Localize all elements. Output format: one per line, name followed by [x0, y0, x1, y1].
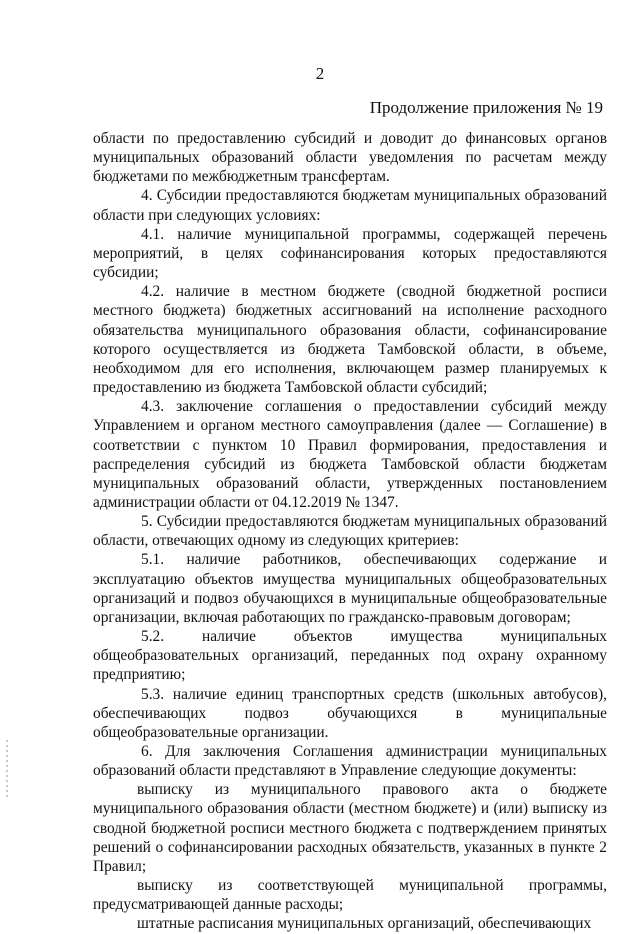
paragraph-section-5: 5. Субсидии предоставляются бюджетам муниципальных образований области, отвечающих одному из следующих критериев:	[93, 513, 607, 550]
page-number: 2	[315, 64, 325, 83]
paragraph-section-6: 6. Для заключения Соглашения администрации муниципальных образований области представляют в Управление следующие документы:	[93, 743, 607, 780]
paragraph-item-4-2: 4.2. наличие в местном бюджете (сводной бюджетной росписи местного бюджета) бюджетных ассигнований на исполнение расходного обязательства муниципального образования области, софинансирование которого осуществляется из бюджета Тамбовской области, в объеме, необходимом для его исполнения, включающем размер планируемых к предоставлению из бюджета Тамбовской области субсидий;	[93, 283, 607, 397]
paragraph-item-5-2: 5.2. наличие объектов имущества муниципальных общеобразовательных организаций, переданных под охрану охранному предприятию;	[93, 628, 607, 684]
document-body	[93, 129, 607, 934]
paragraph-item-4-1: 4.1. наличие муниципальной программы, содержащей перечень мероприятий, в целях софинансирования которых предоставляются субсидии;	[93, 225, 607, 282]
paragraph-section-4: 4. Субсидии предоставляются бюджетам муниципальных образований области при следующих условиях:	[93, 187, 607, 224]
scan-margin-mark	[6, 740, 8, 800]
paragraph-continuation: области по предоставлению субсидий и доводит до финансовых органов муниципальных образований области уведомления по расчетам между бюджетами по межбюджетным трансфертам.	[93, 130, 607, 186]
paragraph-doc-budget-extract: выписку из муниципального правового акта о бюджете муниципального образования области (местном бюджете) и (или) выписку из сводной бюджетной росписи местного бюджета с подтверждением принятых решений о софинансировании расходных обязательств, указанных в пункте 2 Правил;	[93, 781, 607, 875]
paragraph-item-5-1: 5.1. наличие работников, обеспечивающих содержание и эксплуатацию объектов имущества муниципальных общеобразовательных организаций и подвоз обучающихся в муниципальные общеобразовательные организации, включая работающих по гражданско-правовым договорам;	[93, 551, 607, 626]
paragraph-item-4-3: 4.3. заключение соглашения о предоставлении субсидий между Управлением и органом местного самоуправления (далее — Соглашение) в соответствии с пунктом 10 Правил формирования, предоставления и распределения субсидий из бюджета Тамбовской области бюджетам муниципальных образований области, утвержденных постановлением администрации области от 04.12.2019 № 1347.	[93, 398, 607, 511]
paragraph-item-5-3: 5.3. наличие единиц транспортных средств (школьных автобусов), обеспечивающих подвоз обучающихся в муниципальные общеобразовательные организации.	[93, 685, 607, 741]
paragraph-doc-staff-schedules: штатные расписания муниципальных организаций, обеспечивающих	[137, 915, 592, 933]
paragraph-doc-program-extract: выписку из соответствующей муниципальной программы, предусматривающей данные расходы;	[93, 877, 607, 914]
appendix-heading: Продолжение приложения № 19	[369, 98, 603, 117]
